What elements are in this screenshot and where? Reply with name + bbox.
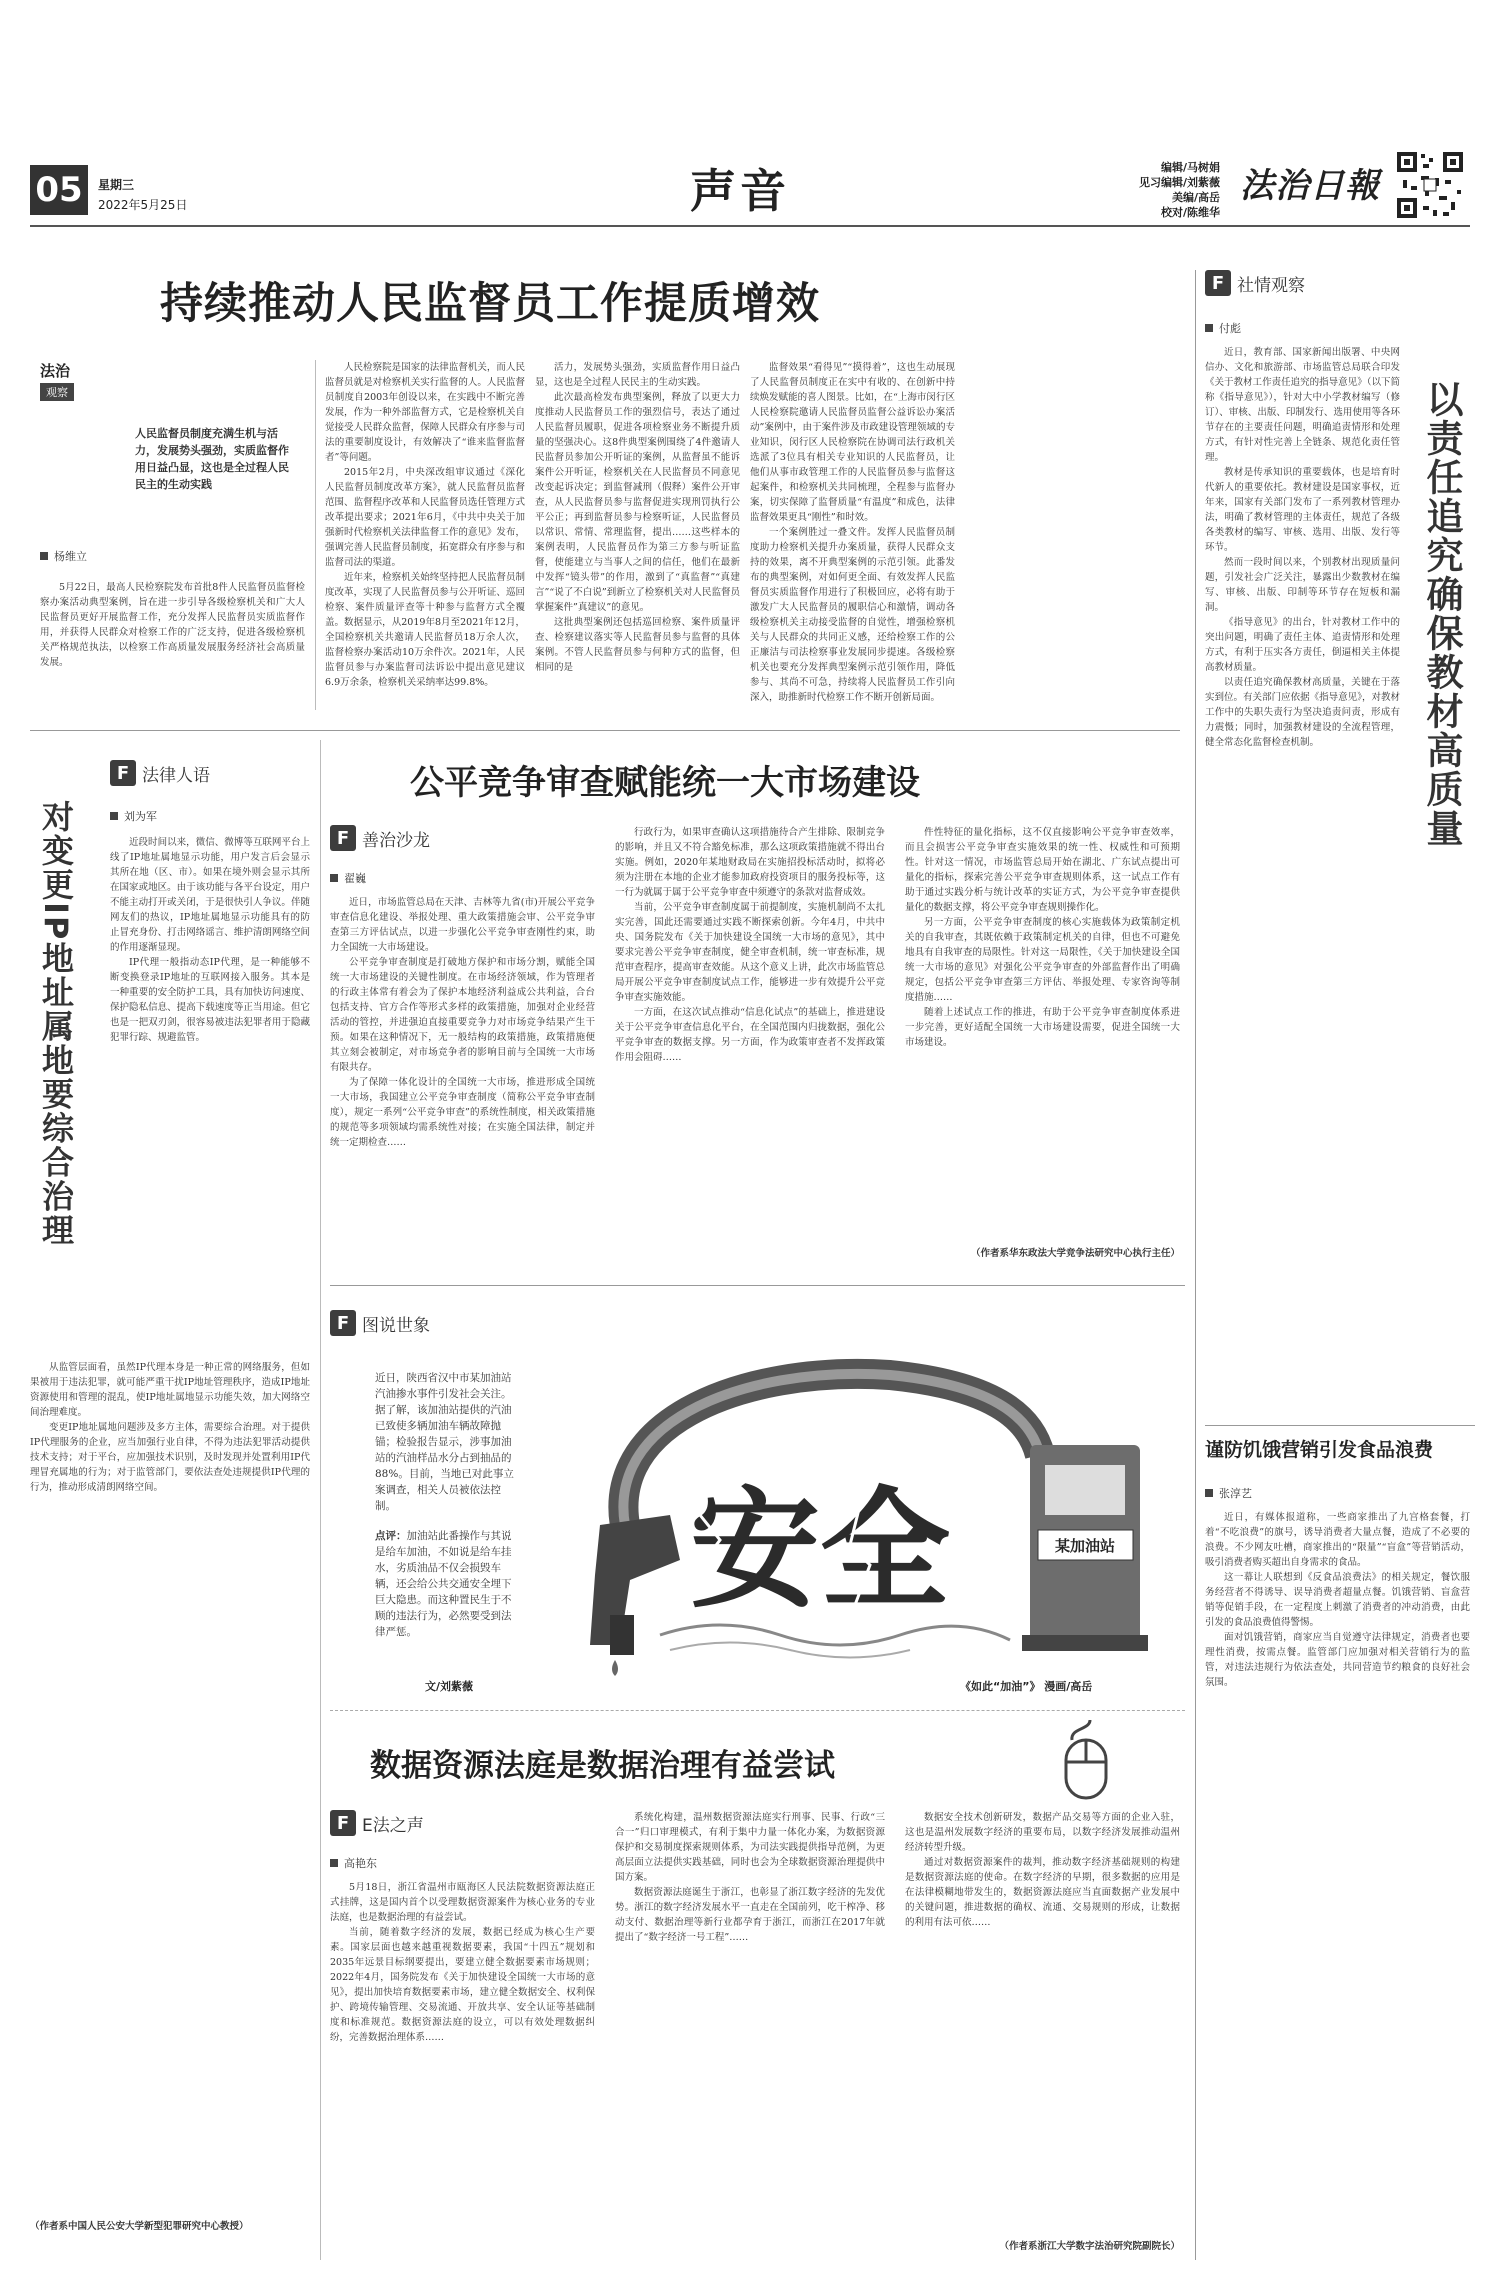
header-rule (30, 225, 1470, 227)
column-badge (40, 360, 125, 405)
column-name: 法治 (40, 362, 71, 380)
data-court-col-1 (330, 1880, 595, 2250)
lead-article (30, 240, 1180, 720)
cartoon-column-name: 图说世象 (362, 1315, 430, 1336)
staff-assistant: 见习编辑/刘紫薇 (1138, 176, 1220, 189)
lead-title: 持续推动人民监督员工作提质增效 (160, 279, 820, 329)
lawyer-body-top (110, 835, 310, 1350)
social-vertical-title: 以责任追究确保教材高质量 (1420, 380, 1463, 848)
paragraph: 变更IP地址属地问题涉及多方主体，需要综合治理。对于提供IP代理服务的企业，应当加强行业自律，不得为违法犯罪活动提供技术支持；对于平台，应加强技术识别，及时发现并处置利用IP代理冒充属地的行为；对于监管部门，要依法查处违规提供IP代理的行为，推动形成清朗网络空间。 (30, 1422, 310, 1493)
paragraph: 行政行为，如果审查确认这项措施待合产生排除、限制竞争的影响，并且又不符合豁免标准，那么这项政策措施就不得出台实施。例如，2020年某地财政局在实施招投标活动时，拟将必须为注册在本地的企业才能参加政府投资项目的服务投标等，这一行为就属于属于公平竞争审查中须遵守的条款对监督成效。 (615, 827, 885, 898)
staff-list (1090, 160, 1220, 220)
paragraph: 近段时间以来，微信、微博等互联网平台上线了IP地址属地显示功能，用户发言后会显示其所在地（区、市）。如果在境外则会显示其所在国家或地区。由于该功能与各平台设定，用户不能主动打开或关闭，于是很快引人争议。伴随网友们的热议，IP地址属地显示功能具有的防止冒充身份、打击网络谣言、维护清朗网络空间的作用逐渐显现。 (110, 837, 310, 953)
weekday: 星期三 (98, 178, 135, 192)
divider (1195, 270, 1196, 2260)
competition-column-tag (330, 825, 430, 851)
data-court-column-tag (330, 1810, 424, 1836)
lead-col-1 (40, 580, 305, 710)
data-court-author (330, 1855, 377, 1871)
staff-artist: 美编/高岳 (1171, 191, 1220, 204)
paragraph: 这批典型案例还包括巡回检察、案件质量评查、检察建议落实等人民监督员参与监督的具体案例。不管人民监督员参与何种方式的监督，但相同的是 (535, 617, 740, 673)
competition-col-3 (905, 825, 1180, 1240)
cartoon-comment (375, 1528, 515, 1640)
column-logo-icon: F (330, 1810, 356, 1836)
paragraph: 监督效果“看得见”“摸得着”，这也生动展现了人民监督员制度正在实中有收的、在创新中持续焕发赋能的喜人图景。比如，在“上海市闵行区人民检察院邀请人民监督员监督公益诉讼办案活动”案例中，由于案件涉及市政建设管理领域的专业知识，闵行区人民检察院在协调司法行政机关选派了3位具有相关专业知识的人民监督员，让他们从事市政管理工作的人民监督员参与监督这起案件，和检察机关共同梳理，全程参与监督办案，切实保障了监督质量“有温度”和成色，法律监督效果更具“刚性”和时效。 (750, 362, 955, 523)
lead-col-4 (750, 360, 955, 710)
paragraph: 面对饥饿营销，商家应当自觉遵守法律规定，消费者也要理性消费，按需点餐。监管部门应加强对相关营销行为的监管，对违法违规行为依法查处，共同营造节约粮食的良好社会氛围。 (1205, 1632, 1470, 1688)
comment-text: 加油站此番操作与其说是给车加油，不如说是给车挂水，劣质油品不仅会损毁车辆，还会给公共交通安全埋下巨大隐患。而这种置民生于不顾的违法行为，必然要受到法律严惩。 (375, 1530, 512, 1638)
divider (330, 1285, 1185, 1286)
cartoon-news: 近日，陕西省汉中市某加油站汽油掺水事件引发社会关注。据了解，该加油站提供的汽油已致使多辆加油车辆故障抛锚；检验报告显示，涉事加油站的汽油样品水分占到抽品的88%。目前，当地已对此事立案调查，相关人员被依法控制。 (375, 1372, 514, 1512)
food-author (1205, 1485, 1252, 1501)
competition-author-name: 翟巍 (344, 872, 366, 885)
data-court-credit: （作者系浙江大学数字法治研究院副院长） (999, 2241, 1180, 2252)
paragraph: 5月18日，浙江省温州市瓯海区人民法院数据资源法庭正式挂牌，这是国内首个以受理数据资源案件为核心业务的专业法庭，也是数据治理的有益尝试。 (330, 1882, 595, 1923)
divider (30, 730, 1180, 731)
paragraph: 人民检察院是国家的法律监督机关，而人民监督员就是对检察机关实行监督的人。人民监督员制度自2003年创设以来，在实践中不断完善发展，作为一种外部监督方式，它是检察机关自觉接受人民群众监督，保障人民群众有序参与司法的重要制度设计，有效解决了“谁来监督监督者”等问题。 (325, 362, 525, 463)
paragraph: 随着上述试点工作的推进，有助于公平竞争审查制度体系进一步完善，更好适配全国统一大市场建设需要，促进全国统一大市场建设。 (905, 1007, 1180, 1048)
paragraph: 为了保障一体化设计的全国统一大市场，推进形成全国统一大市场，我国建立公平竞争审查制度（简称公平竞争审查制度），规定一系列“公平竞争审查”的系统性制度，相关政策措施的规范等多项领域均需系统性对接；在实施全国法律，制定并统一定期检查…… (330, 1077, 595, 1148)
food-author-name: 张淳艺 (1219, 1487, 1252, 1500)
paragraph: 从监管层面看，虽然IP代理本身是一种正常的网络服务，但如果被用于违法犯罪，就可能严重干扰IP地址管理秩序，造成IP地址资源使用和管理的混乱，使IP地址属地显示功能失效，加大网络空间治理难度。 (30, 1362, 310, 1418)
social-article (1205, 270, 1475, 1430)
food-article (1205, 1435, 1475, 2255)
paragraph: 2015年2月，中央深改组审议通过《深化人民监督员制度改革方案》，就人民监督员监督范围、监督程序改革和人民监督员选任管理方式改革提出要求；2021年6月，《中共中央关于加强新时代检察机关法律监督工作的意见》发布，强调完善人民监督员制度，拓宽群众有序参与和监督司法的渠道。 (325, 467, 525, 568)
lawyer-vertical-title: 对变更IP地址属地要综合治理 (37, 800, 75, 1248)
cartoon-big-word: 安全 (689, 1474, 951, 1626)
lawyer-column-tag (110, 760, 210, 786)
cartoon-author: 文/刘紫薇 (425, 1680, 474, 1693)
paragraph: 然而一段时间以来，个别教材出现质量问题，引发社会广泛关注，暴露出少数教材在编写、审核、出版、印制等环节存在短板和漏洞。 (1205, 557, 1400, 613)
data-court-author-name: 高艳东 (344, 1857, 377, 1870)
cartoon-caption: 《如此“加油”》 漫画/高岳 (960, 1680, 1093, 1693)
divider (330, 1710, 1185, 1711)
page-number: 05 (30, 165, 88, 215)
paragraph: 近日，市场监管总局在天津、吉林等九省(市)开展公平竞争审查信息化建设、举报处理、重大政策措施会审、公平竞争审查第三方评估试点，以进一步强化公平竞争审查刚性约束，助力全国统一大市场建设。 (330, 897, 595, 953)
paragraph: 近日，有媒体报道称，一些商家推出了九宫格套餐，打着“不吃浪费”的旗号，诱导消费者大量点餐，造成了不必要的浪费。不少网友吐槽，商家推出的“限量”“盲盒”等营销活动，吸引消费者购买超出自身需求的食品。 (1205, 1512, 1470, 1568)
paragraph: 5月22日，最高人民检察院发布首批8件人民监督员监督检察办案活动典型案例，旨在进一步引导各级检察机关和广大人民监督员更好开展监督工作，充分发挥人民监督员实质监督作用，并获得人民群众对检察工作的广泛支持，促进各级检察机关严格规范执法，以检察工作高质量发展服务经济社会高质量发展。 (40, 582, 305, 668)
paragraph: 近年来，检察机关始终坚持把人民监督员制度改革，实现了人民监督员参与公开听证、巡回检察、案件质量评查等十种参与监督方式全覆盖。数据显示，从2019年8月至2021年12月，全国检察机关共邀请人民监督员18万余人次，监督检察办案活动10万余件次。2021年，人民监督员参与办案监督司法诉讼中提出意见建议6.9万余条，检察机关采纳率达99.8%。 (325, 572, 525, 688)
paragraph: 数据安全技术创新研发，数据产品交易等方面的企业入驻，这也是温州发展数字经济的重要布局，以数字经济发展推动温州经济转型升级。 (905, 1812, 1180, 1853)
social-body (1205, 345, 1400, 1405)
lead-col-2 (325, 360, 525, 710)
section-title: 声音 (690, 164, 790, 218)
paragraph: 此次最高检发布典型案例，释放了以更大力度推动人民监督员工作的强烈信号，表达了通过人民监督员履职，促进各项检察业务不断提升质量的坚强决心。这8件典型案例围绕了4件邀请人民监督员参加公开听证的案例，从监督虽不能诉案件公开听证，检察机关在人民监督员不同意见改变起诉决定；到监督减刑（假释）案件公开审查，从人民监督员参与监督促进实现刑罚执行公平公正；再到监督员参与检察听证，人民监督员以常识、常情、常理监督，提出……这些样本的案例表明，人民监督员作为第三方参与听证监督，使能建立与当事人之间的信任，他们在最新中发挥“镜头带”的作用，激到了“真监督”“真建言”“说了不白说”到新立了检察机关对人民监督员掌握案件”真建议”的意见。 (535, 392, 740, 613)
paragraph: 公平竞争审查制度是打破地方保护和市场分割，赋能全国统一大市场建设的关键性制度。在市场经济领域，作为管理者的行政主体常有着会为了保护本地经济利益成公共利益，合台包括支持、官方合作等形式多样的政策措施，加强对企业经营活动的管控，并进强迫直接重要竞争力对市场竞争结果产生干预。如果在这种情况下，无一般结构的政策措施，政策措施便其立刻会被制定，对市场竞争者的影响目前与全国统一大市场有限共存。 (330, 957, 595, 1073)
food-body (1205, 1510, 1470, 2245)
column-logo-icon: F (330, 825, 356, 851)
paragraph: 活力，发展势头强劲，实质监督作用日益凸显，这也是全过程人民民主的生动实践。 (535, 362, 740, 388)
data-court-column-name: E法之声 (362, 1815, 424, 1836)
social-author (1205, 320, 1241, 336)
lawyer-author-name: 刘为军 (124, 810, 157, 823)
lawyer-article (30, 750, 320, 2260)
cartoon-illustration (560, 1345, 1180, 1685)
paragraph: 数据资源法庭诞生于浙江，也彰显了浙江数字经济的先发优势。浙江的数字经济发展水平一直走在全国前列，吃干榨净、移动支付、数据治理等新行业都孕育于浙江，而浙江在2017年就提出了“数字经济一号工程”…… (615, 1887, 885, 1943)
paragraph: 教材是传承知识的重要载体，也是培育时代新人的重要依托。教材建设是国家事权，近年来，国家有关部门发布了一系列教材管理办法，明确了教材管理的主体责任，规范了各级各类教材的编写、审核、选用、出版、发行等环节。 (1205, 467, 1400, 553)
competition-column-name: 善治沙龙 (362, 830, 430, 851)
food-title: 谨防饥饿营销引发食品浪费 (1205, 1439, 1434, 1461)
divider (315, 360, 316, 710)
paragraph: 通过对数据资源案件的裁判，推动数字经济基础规则的构建是数据资源法庭的使命。在数字经济的早期，很多数据的应用是在法律模糊地带发生的，数据资源法庭应当直面数据产业发展中的关键问题，推进数据的确权、流通、交易规则的形成，让数据的利用有法可依…… (905, 1857, 1180, 1928)
social-author-name: 付彪 (1219, 322, 1241, 335)
paragraph: 件性特征的量化指标，这不仅直接影响公平竞争审查效率，而且会损害公平竞争审查实施效果的统一性、权威性和可预期性。针对这一情况，市场监管总局开始在湖北、广东试点提出可量化的指标，探索完善公平竞争审查规则体系，这一试点工作有助于通过实践分析与统计改革的实证方式，为公平竞争审查提供量化的数据支撑，将公平竞争审查规则操作化。 (905, 827, 1180, 913)
lawyer-credit: （作者系中国人民公安大学新型犯罪研究中心教授） (30, 2221, 249, 2232)
staff-proof: 校对/陈维华 (1160, 206, 1220, 219)
page-header (0, 0, 1500, 230)
pump-sign: 某加油站 (1054, 1537, 1116, 1555)
cartoon-column-tag (330, 1310, 430, 1336)
lawyer-body-bottom (30, 1360, 310, 2210)
lawyer-author (110, 808, 157, 824)
column-logo-icon: F (330, 1310, 356, 1336)
paragraph: 另一方面，公平竞争审查制度的核心实施载体为政策制定机关的自我审查，其既依赖于政策制定机关的自律，但也不可避免地具有自我审查的局限性。针对这一局限性，《关于加快建设全国统一大市场的意见》对强化公平竞争审查的外部监督作出了明确规定，包括公平竞争审查第三方评估、举报处理、专家咨询等制度措施…… (905, 917, 1180, 1003)
masthead-logo: 法治日報 (1240, 166, 1380, 206)
column-subname: 观察 (40, 383, 74, 401)
paragraph: 近日，教育部、国家新闻出版署、中央网信办、文化和旅游部、市场监管总局联合印发《关于教材工作责任追究的指导意见》（以下简称《指导意见》），针对大中小学教材编写（修订）、审核、出版、印制发行、选用使用等各环节存在的主要责任问题，明确追责情形和处理方式，有针对性完善上全链条、规范化责任管理。 (1205, 347, 1400, 463)
paragraph: 一方面，在这次试点推动“信息化试点”的基础上，推进建设关于公平竞争审查信息化平台，在全国范围内归拢数据，强化公平竞争审查的数据支撑。另一方面，作为政策审查者不发挥政策作用会阻碍…… (615, 1007, 885, 1063)
lead-author (40, 548, 87, 564)
competition-author (330, 870, 366, 886)
paragraph: IP代理一般指动态IP代理，是一种能够不断变换登录IP地址的互联网接入服务。其本是一种重要的安全防护工具，具有加快访问速度、保护隐私信息、提高下载速度等正当用途。但它也是一把双刃剑，很容易被违法犯罪者用于隐藏犯罪行踪、规避监管。 (110, 957, 310, 1043)
lead-col-3 (535, 360, 740, 710)
paragraph: 这一幕让人联想到《反食品浪费法》的相关规定，餐饮服务经营者不得诱导、误导消费者超量点餐。饥饿营销、盲盒营销等促销手段，在一定程度上刺激了消费者的冲动消费，由此引发的食品浪费值得警惕。 (1205, 1572, 1470, 1628)
divider (1205, 1425, 1475, 1426)
paragraph: 一个案例胜过一叠文件。发挥人民监督员制度助力检察机关提升办案质量，获得人民群众支持的效果，离不开典型案例的示范引领。此番发布的典型案例，对如何更全面、有效发挥人民监督员实质监督作用进行了积极回应，必将有助于激发广大人民监督员的履职信心和激情，调动各级检察机关主动接受监督的自觉性，增强检察机关与人民群众的共同正义感，还给检察工作的公正廉洁与司法检察事业发展同步提速。各级检察机关也要充分发挥典型案例示范引领作用，降低参与、其尚不可急，持续将人民监督员工作引向深入，助推新时代检察工作不断开创新局面。 (750, 527, 955, 703)
lawyer-column-name: 法律人语 (142, 765, 210, 786)
qr-code-icon (1395, 150, 1465, 220)
column-logo-icon: F (110, 760, 136, 786)
cartoon-section (330, 1300, 1185, 1700)
lead-author-name: 杨维立 (54, 550, 87, 563)
mouse-icon (1060, 1720, 1120, 1800)
issue-date: 2022年5月25日 (98, 198, 188, 212)
comment-label: 点评： (375, 1530, 407, 1542)
paragraph: 当前，公平竞争审查制度属于前提制度，实施机制尚不太扎实完善，国此还需要通过实践不断探索创新。今年4月，中共中央、国务院发布《关于加快建设全国统一大市场的意见》，其中要求完善公平竞争审查制度，健全审查机制，统一审查标准，规范审查程序，提高审查效能。从这个意义上讲，此次市场监管总局开展公平竞争审查制度试点工作，能够进一步有效提升公平竞争审查实施效能。 (615, 902, 885, 1003)
social-column-tag (1205, 270, 1475, 296)
column-logo-icon: F (1205, 270, 1231, 296)
data-court-col-2 (615, 1810, 885, 2250)
lead-summary: 人民监督员制度充满生机与活力，发展势头强劲，实质监督作用日益凸显，这也是全过程人民民主的生动实践 (135, 427, 289, 491)
paragraph: 系统化构建，温州数据资源法庭实行刑事、民事、行政“三合一”归口审理模式，有利于集中力量一体化办案，为数据资源保护和交易制度探索规则体系，为司法实践提供指导范例，为更高层面立法提供实践基础，同时也会为全球数据资源治理提供中国方案。 (615, 1812, 885, 1883)
paragraph: 当前，随着数字经济的发展，数据已经成为核心生产要素。国家层面也越来越重视数据要素，我国“十四五”规划和2035年远景目标纲要提出，要建立健全数据要素市场规则；2022年4月，国务院发布《关于加快建设全国统一大市场的意见》，提出加快培育数据要素市场，建立健全数据安全、权利保护、跨境传输管理、交易流通、开放共享、安全认证等基础制度和标准规范。数据资源法庭的设立，可以有效处理数据纠纷，完善数据治理体系…… (330, 1927, 595, 2043)
competition-title: 公平竞争审查赋能统一大市场建设 (410, 763, 920, 803)
competition-article (330, 745, 1185, 1275)
data-court-col-3 (905, 1810, 1180, 2230)
data-court-article (330, 1720, 1185, 2260)
competition-col-2 (615, 825, 885, 1265)
data-court-title: 数据资源法庭是数据治理有益尝试 (370, 1748, 835, 1784)
divider (320, 740, 321, 2260)
competition-credit: （作者系华东政法大学竞争法研究中心执行主任） (970, 1248, 1180, 1259)
social-column-name: 社情观察 (1237, 275, 1305, 296)
paragraph: 以责任追究确保教材高质量，关键在于落实到位。有关部门应依据《指导意见》，对教材工作中的失职失责行为坚决追责问责，形成有力震慑；同时，加强教材建设的全流程管理，健全常态化监督检查机制。 (1205, 677, 1400, 748)
paragraph: 《指导意见》的出台，针对教材工作中的突出问题，明确了责任主体、追责情形和处理方式，有利于压实各方责任，倒逼相关主体提高教材质量。 (1205, 617, 1400, 673)
competition-col-1 (330, 895, 595, 1265)
staff-editor: 编辑/马树娟 (1160, 161, 1220, 174)
